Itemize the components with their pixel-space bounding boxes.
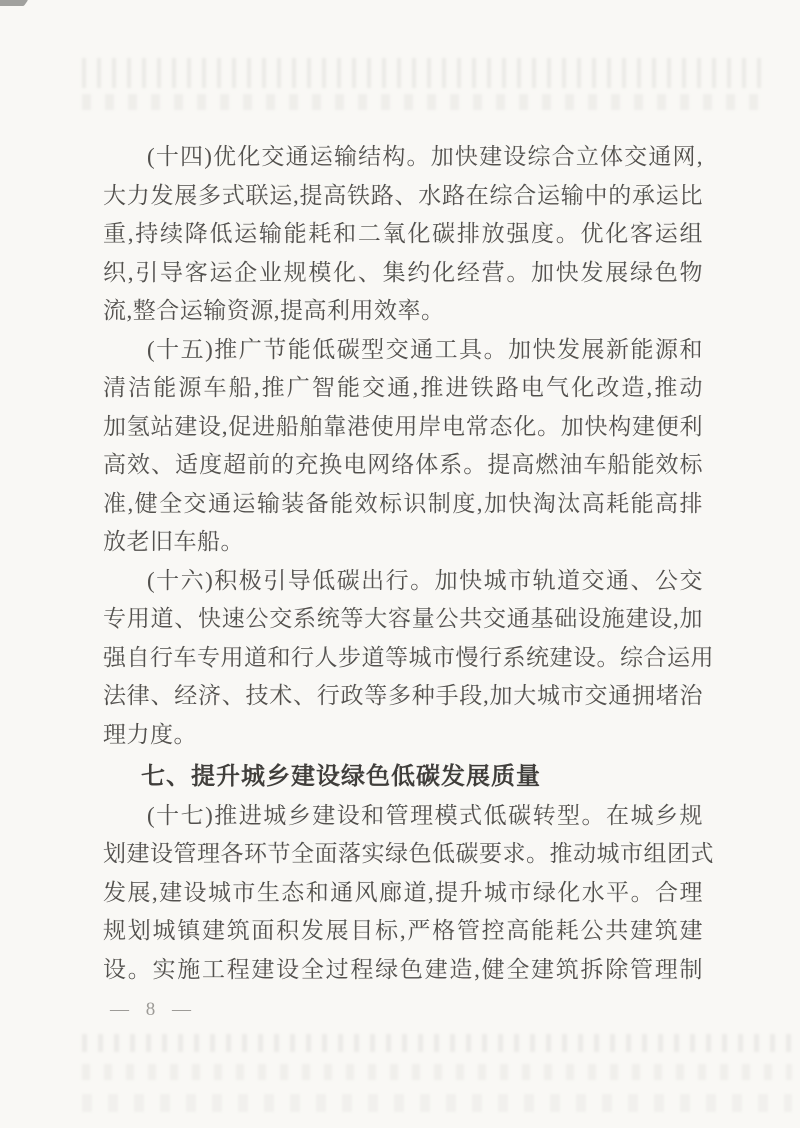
- text-line: 法律、经济、技术、行政等多种手段,加大城市交通拥堵治: [103, 683, 703, 708]
- text-line: 重,持续降低运输能耗和二氧化碳排放强度。优化客运组: [103, 221, 703, 246]
- text-line: 大力发展多式联运,提高铁路、水路在综合运输中的承运比: [103, 182, 703, 208]
- text-line: 理力度。: [103, 721, 197, 747]
- text-line: 规划城镇建筑面积发展目标,严格管控高能耗公共建筑建: [103, 918, 703, 943]
- section-heading-7: 七、提升城乡建设绿色低碳发展质量: [141, 764, 541, 790]
- text-line: 清洁能源车船,推广智能交通,推进铁路电气化改造,推动: [103, 375, 703, 400]
- page-number: — 8 —: [110, 999, 197, 1020]
- paragraph-14: [103, 138, 703, 331]
- text-line: 划建设管理各环节全面落实绿色低碳要求。推动城市组团式: [103, 841, 714, 866]
- text-line: 设。实施工程建设全过程绿色建造,健全建筑拆除管理制: [103, 956, 703, 982]
- text-line: (十四)优化交通运输结构。加快建设综合立体交通网,: [147, 144, 703, 169]
- text-line: 放老旧车船。: [103, 529, 244, 554]
- paragraph-15: [103, 331, 703, 562]
- bleed-through-artifact-top: [82, 50, 772, 122]
- bleed-through-artifact-bottom: [82, 1032, 792, 1120]
- paragraph-16: [103, 562, 714, 755]
- text-line: (十五)推广节能低碳型交通工具。加快发展新能源和: [147, 336, 703, 362]
- scan-edge-artifact: [0, 0, 28, 6]
- text-line: 流,整合运输资源,提高利用效率。: [103, 298, 445, 323]
- text-line: (十六)积极引导低碳出行。加快城市轨道交通、公交: [147, 567, 703, 593]
- text-line: 织,引导客运企业规模化、集约化经营。加快发展绿色物: [103, 259, 703, 285]
- text-line: 准,健全交通运输装备能效标识制度,加快淘汰高耗能高排: [103, 490, 703, 516]
- text-line: 加氢站建设,促进船舶靠港使用岸电常态化。加快构建便利: [103, 413, 703, 439]
- document-body: [103, 138, 714, 989]
- text-line: 发展,建设城市生态和通风廊道,提升城市绿化水平。合理: [103, 879, 703, 905]
- text-line: (十七)推进城乡建设和管理模式低碳转型。在城乡规: [147, 802, 703, 828]
- text-line: 专用道、快速公交系统等大容量公共交通基础设施建设,加: [103, 606, 703, 631]
- paragraph-17: [103, 797, 714, 990]
- text-line: 高效、适度超前的充换电网络体系。提高燃油车船能效标: [103, 452, 703, 477]
- text-line: 强自行车专用道和行人步道等城市慢行系统建设。综合运用: [103, 644, 714, 670]
